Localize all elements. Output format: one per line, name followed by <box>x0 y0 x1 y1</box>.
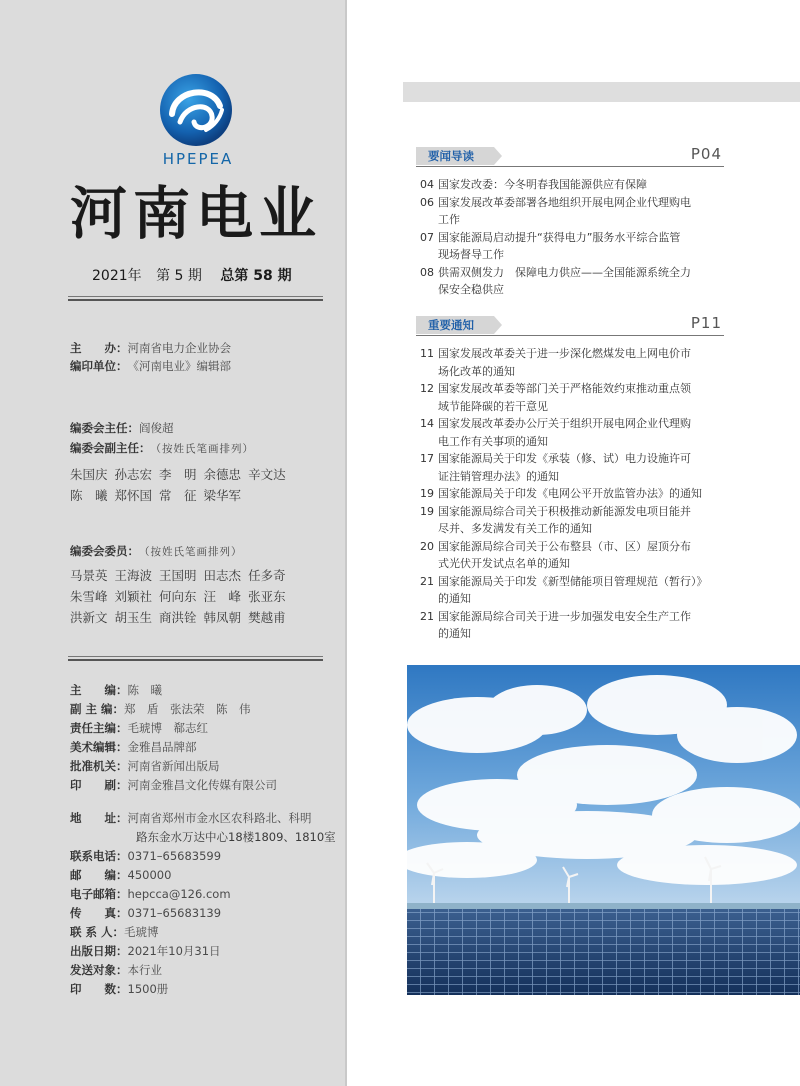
header-bar <box>403 82 800 102</box>
toc-title-line: 国家能源局关于印发《新型储能项目管理规范（暂行）》 <box>438 574 708 588</box>
deputy-label: 编委会副主任： <box>70 441 151 455</box>
member-name: 朱雪峰 <box>70 589 108 604</box>
contact-row <box>70 943 221 960</box>
host-label: 主 办： <box>70 341 128 355</box>
staff-row <box>70 739 197 756</box>
deputy-note: （按姓氏笔画排列） <box>150 443 254 455</box>
hpepea-logo-icon <box>150 70 242 162</box>
toc-item[interactable] <box>420 176 730 194</box>
toc-title-line: 国家发展改革委等部门关于严格能效约束推动重点领 <box>438 382 691 395</box>
contact-label: 出版日期： <box>70 944 128 958</box>
deputy-name: 辛文达 <box>248 467 286 482</box>
toc-item[interactable] <box>420 264 730 299</box>
deputy-name: 余德忠 <box>203 467 242 482</box>
contact-row <box>70 886 231 903</box>
deputy-name: 常 征 <box>159 488 197 503</box>
staff-value: 河南金雅昌文化传媒有限公司 <box>127 778 277 792</box>
contact-label: 发送对象： <box>70 963 128 977</box>
section-title: 要闻导读 <box>416 147 494 165</box>
contact-row <box>70 848 221 865</box>
committee-members-row <box>70 543 243 561</box>
divider-rule <box>68 656 323 661</box>
members-label: 编委会委员： <box>70 544 139 558</box>
committee-director-row <box>70 420 174 437</box>
toc-title-line: 国家发展改革委关于进一步深化燃煤发电上网电价市 <box>438 347 691 360</box>
panel-divider <box>345 0 347 1086</box>
toc-item[interactable] <box>420 415 730 450</box>
toc-item[interactable] <box>420 229 730 264</box>
toc-page-number: 04 <box>420 178 434 191</box>
staff-value: 金雅昌品牌部 <box>127 740 197 754</box>
deputy-name: 梁华军 <box>203 488 242 503</box>
member-name: 洪新文 <box>70 610 108 625</box>
toc-title-line: 国家发展改革委办公厅关于组织开展电网企业代理购 <box>438 417 691 430</box>
contact-value: hepcca@126.com <box>127 887 231 901</box>
contact-row <box>70 981 168 998</box>
staff-label: 批准机关： <box>70 759 128 773</box>
toc-page-number: 17 <box>420 452 434 465</box>
toc-title-line: 国家能源局综合司关于进一步加强发电安全生产工作 <box>438 609 691 623</box>
member-name: 商洪铨 <box>159 610 197 625</box>
toc-title-line: 的通知 <box>438 627 471 640</box>
toc-item[interactable] <box>420 538 730 573</box>
toc-page-number: 20 <box>420 539 434 553</box>
staff-row <box>70 701 251 718</box>
contact-label: 电子邮箱： <box>70 887 128 901</box>
deputy-names <box>70 464 310 506</box>
toc-page-number: 12 <box>420 382 434 395</box>
staff-value: 陈 曦 <box>127 683 162 697</box>
toc-page-number: 07 <box>420 230 434 244</box>
editor-unit-row <box>70 358 231 375</box>
toc-title-line: 式光伏开发试点名单的通知 <box>438 557 570 570</box>
toc-title-line: 国家能源局关于印发《承装（修、试）电力设施许可 <box>438 452 691 465</box>
toc-item[interactable] <box>420 485 730 503</box>
member-name: 何向东 <box>159 589 197 604</box>
member-name: 汪 峰 <box>203 589 242 604</box>
toc-page-number: 14 <box>420 417 434 430</box>
staff-value: 郑 盾 张法荣 陈 伟 <box>124 702 251 716</box>
logo-wordmark: HPEPEA <box>162 150 234 168</box>
toc-title-line: 国家能源局综合司关于公布整县（市、区）屋顶分布 <box>438 539 691 553</box>
member-name: 王海波 <box>114 568 153 583</box>
contact-label: 传 真： <box>70 906 128 920</box>
contact-label: 联 系 人： <box>70 925 125 939</box>
toc-item[interactable] <box>420 573 730 608</box>
staff-label: 主 编： <box>70 683 128 697</box>
contact-row <box>70 924 159 941</box>
toc-page-number: 06 <box>420 195 434 209</box>
section-page: P11 <box>690 314 722 332</box>
toc-page-number: 19 <box>420 487 434 500</box>
toc-title-line: 证注销管理办法》的通知 <box>438 469 559 483</box>
member-name: 田志杰 <box>203 568 242 583</box>
contact-label: 邮 编： <box>70 868 128 882</box>
solar-farm-photo <box>407 665 800 995</box>
editor-unit-label: 编印单位： <box>70 359 128 373</box>
contact-value: 毛琥博 <box>124 925 159 939</box>
toc-item[interactable] <box>420 450 730 485</box>
host-value: 河南省电力企业协会 <box>127 341 231 355</box>
member-name: 韩凤朝 <box>203 610 242 625</box>
member-name: 马景英 <box>70 568 108 583</box>
issue-total: 总第 58 期 <box>220 268 292 284</box>
deputy-name: 孙志宏 <box>114 467 153 482</box>
toc-page-number: 21 <box>420 609 434 623</box>
toc-item[interactable] <box>420 608 730 643</box>
toc-item[interactable] <box>420 503 730 538</box>
staff-label: 美术编辑： <box>70 740 128 754</box>
staff-label: 责任主编： <box>70 721 128 735</box>
toc-title-line: 国家能源局关于印发《电网公平开放监管办法》的通知 <box>438 487 702 500</box>
section-title: 重要通知 <box>416 316 494 334</box>
member-name: 任多奇 <box>248 568 286 583</box>
staff-row <box>70 720 208 737</box>
toc-title-line: 电工作有关事项的通知 <box>438 434 548 448</box>
director-label: 编委会主任： <box>70 421 139 435</box>
toc-title-line: 国家发展改革委部署各地组织开展电网企业代理购电 <box>438 195 691 209</box>
committee-deputy-row <box>70 440 254 458</box>
toc-title-line: 的通知 <box>438 592 471 605</box>
deputy-name: 李 明 <box>159 467 197 482</box>
divider-rule <box>68 296 323 301</box>
issue-number: 第 5 期 <box>156 268 202 284</box>
toc-title-line: 国家能源局启动提升“获得电力”服务水平综合监管 <box>438 230 681 244</box>
contact-row <box>70 905 221 922</box>
staff-row <box>70 758 220 775</box>
toc-item[interactable] <box>420 380 730 415</box>
toc-list-news <box>420 176 730 299</box>
member-name: 刘颖社 <box>114 589 153 604</box>
address-line1: 河南省郑州市金水区农科路北、科明 <box>127 811 312 825</box>
members-note: （按姓氏笔画排列） <box>139 546 243 558</box>
member-name: 王国明 <box>159 568 197 583</box>
toc-title-line: 域节能降碳的若干意见 <box>438 399 548 413</box>
toc-item[interactable] <box>420 194 730 229</box>
staff-row <box>70 682 162 699</box>
issue-info <box>92 265 302 285</box>
toc-page-number: 08 <box>420 265 434 279</box>
contact-value: 本行业 <box>127 963 162 977</box>
staff-value: 河南省新闻出版局 <box>127 759 220 773</box>
section-header-news <box>416 145 724 167</box>
member-name: 张亚东 <box>248 589 286 604</box>
toc-page-number: 21 <box>420 574 434 588</box>
section-page: P04 <box>690 145 722 163</box>
director-value: 阎俊超 <box>139 421 174 435</box>
deputy-name: 陈 曦 <box>70 488 108 503</box>
host-row <box>70 340 231 357</box>
masthead-title: 河南电业 <box>70 180 322 247</box>
toc-title-line: 工作 <box>438 213 460 226</box>
staff-label: 副 主 编： <box>70 702 125 716</box>
deputy-name: 郑怀国 <box>114 488 153 503</box>
issue-year: 2021年 <box>92 268 142 284</box>
contact-label: 联系电话： <box>70 849 128 863</box>
contact-value: 2021年10月31日 <box>127 944 221 958</box>
contact-value: 1500册 <box>127 982 169 996</box>
member-name: 樊越甫 <box>248 610 286 625</box>
toc-title-line: 现场督导工作 <box>438 248 504 261</box>
member-name: 胡玉生 <box>114 610 153 625</box>
contact-value: 450000 <box>127 868 172 882</box>
section-header-notices <box>416 314 724 336</box>
editor-unit-value: 《河南电业》编辑部 <box>127 359 231 373</box>
toc-title-line: 尽并、多发满发有关工作的通知 <box>438 522 592 535</box>
address-label: 地 址： <box>70 811 128 825</box>
contact-row <box>70 962 162 979</box>
contact-label: 印 数： <box>70 982 128 996</box>
address-line2: 路东金水万达中心18楼1809、1810室 <box>136 830 336 844</box>
contact-value: 0371–65683139 <box>127 906 222 920</box>
contact-value: 0371–65683599 <box>127 849 222 863</box>
toc-title-line: 国家能源局综合司关于积极推动新能源发电项目能并 <box>438 504 691 518</box>
toc-page-number: 19 <box>420 504 434 518</box>
staff-value: 毛琥博 郗志红 <box>127 721 208 735</box>
toc-list-notices <box>420 345 730 643</box>
staff-row <box>70 777 277 794</box>
toc-title-line: 供需双侧发力 保障电力供应——全国能源系统全力 <box>438 265 691 279</box>
address-row <box>70 810 312 827</box>
contact-row <box>70 867 171 884</box>
toc-title-line: 场化改革的通知 <box>438 364 515 378</box>
deputy-name: 朱国庆 <box>70 467 108 482</box>
toc-page-number: 11 <box>420 347 434 360</box>
toc-title-line: 保安全稳供应 <box>438 283 504 296</box>
member-names <box>70 565 293 628</box>
toc-title-line: 国家发改委：今冬明春我国能源供应有保障 <box>438 178 647 191</box>
staff-label: 印 刷： <box>70 778 128 792</box>
toc-item[interactable] <box>420 345 730 380</box>
